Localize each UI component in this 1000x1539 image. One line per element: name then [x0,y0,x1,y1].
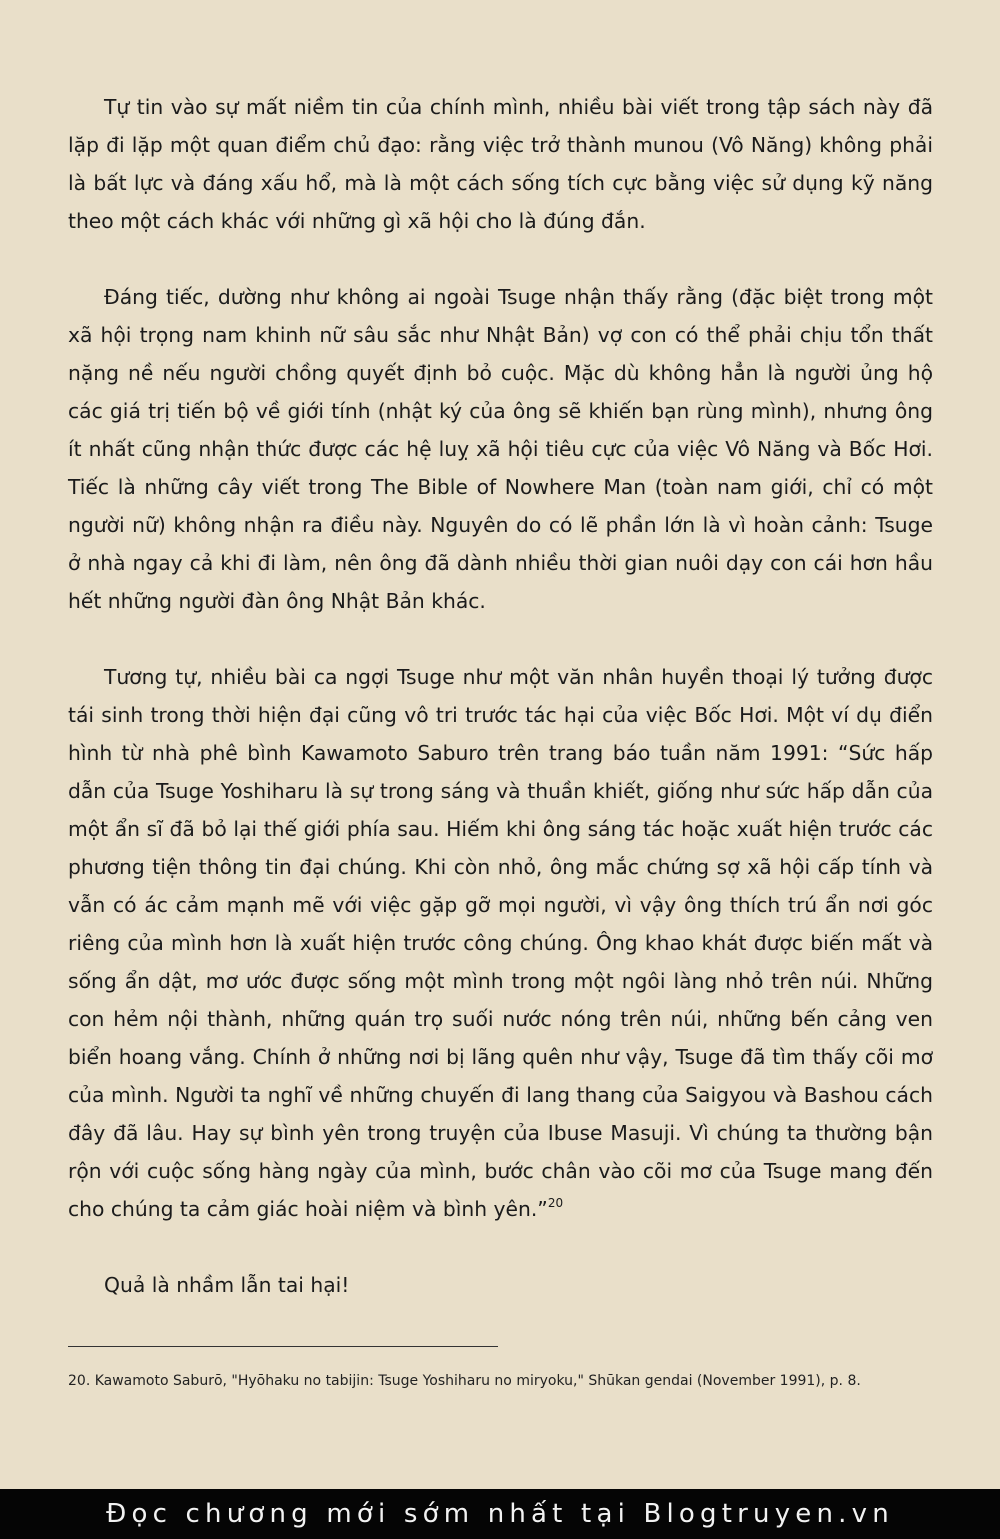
paragraph-3 [68,658,933,1228]
footnote-reference[interactable]: 20 [547,1196,564,1210]
footnote-divider [68,1346,498,1347]
paragraph-4: Quả là nhầm lẫn tai hại! [104,1273,350,1297]
body-text [68,88,933,1304]
footnote: 20. Kawamoto Saburō, "Hyōhaku no tabijin: Tsuge Yoshiharu no miryoku," Shūkan gendai (November 1991), p. 8. [68,1373,861,1389]
paragraph-2: Đáng tiếc, dường như không ai ngoài Tsuge nhận thấy rằng (đặc biệt trong một xã hội trọng nam khinh nữ sâu sắc như Nhật Bản) vợ con có thể phải chịu tổn thất nặng nề nếu người chồng quyết định bỏ cuộc. Mặc dù không hẳn là người ủng hộ các giá trị tiến bộ về giới tính (nhật ký của ông sẽ khiến bạn rùng mình), nhưng ông ít nhất cũng nhận thức được các hệ luỵ xã hội tiêu cực của việc Vô Năng và Bốc Hơi. Tiếc là những cây viết trong The Bible of Nowhere Man (toàn nam giới, chỉ có một người nữ) không nhận ra điều này. Nguyên do có lẽ phần lớn là vì hoàn cảnh: Tsuge ở nhà ngay cả khi đi làm, nên ông đã dành nhiều thời gian nuôi dạy con cái hơn hầu hết những người đàn ông Nhật Bản khác. [68,285,933,613]
paragraph-1: Tự tin vào sự mất niềm tin của chính mình, nhiều bài viết trong tập sách này đã lặp đi lặp một quan điểm chủ đạo: rằng việc trở thành munou (Vô Năng) không phải là bất lực và đáng xấu hổ, mà là một cách sống tích cực bằng việc sử dụng kỹ năng theo một cách khác với những gì xã hội cho là đúng đắn. [68,95,933,233]
paragraph-3-text: Tương tự, nhiều bài ca ngợi Tsuge như một văn nhân huyền thoại lý tưởng được tái sinh trong thời hiện đại cũng vô tri trước tác hại của việc Bốc Hơi. Một ví dụ điển hình từ nhà phê bình Kawamoto Saburo trên trang báo tuần năm 1991: “Sức hấp dẫn của Tsuge Yoshiharu là sự trong sáng và thuần khiết, giống như sức hấp dẫn của một ẩn sĩ đã bỏ lại thế giới phía sau. Hiếm khi ông sáng tác hoặc xuất hiện trước các phương tiện thông tin đại chúng. Khi còn nhỏ, ông mắc chứng sợ xã hội cấp tính và vẫn có ác cảm mạnh mẽ với việc gặp gỡ mọi người, vì vậy ông thích trú ẩn nơi góc riêng của mình hơn là xuất hiện trước công chúng. Ông khao khát được biến mất và sống ẩn dật, mơ ước được sống một mình trong một ngôi làng nhỏ trên núi. Những con hẻm nội thành, những quán trọ suối nước nóng trên núi, những bến cảng ven biển hoang vắng. Chính ở những nơi bị lãng quên như vậy, Tsuge đã tìm thấy cõi mơ của mình. Người ta nghĩ về những chuyến đi lang thang của Saigyou và Bashou cách đây đã lâu. Hay sự bình yên trong truyện của Ibuse Masuji. Vì chúng ta thường bận rộn với cuộc sống hàng ngày của mình, bước chân vào cõi mơ của Tsuge mang đến cho chúng ta cảm giác hoài niệm và bình yên.” [68,665,933,1221]
promo-banner: Đọc chương mới sớm nhất tại Blogtruyen.vn [0,1489,1000,1539]
